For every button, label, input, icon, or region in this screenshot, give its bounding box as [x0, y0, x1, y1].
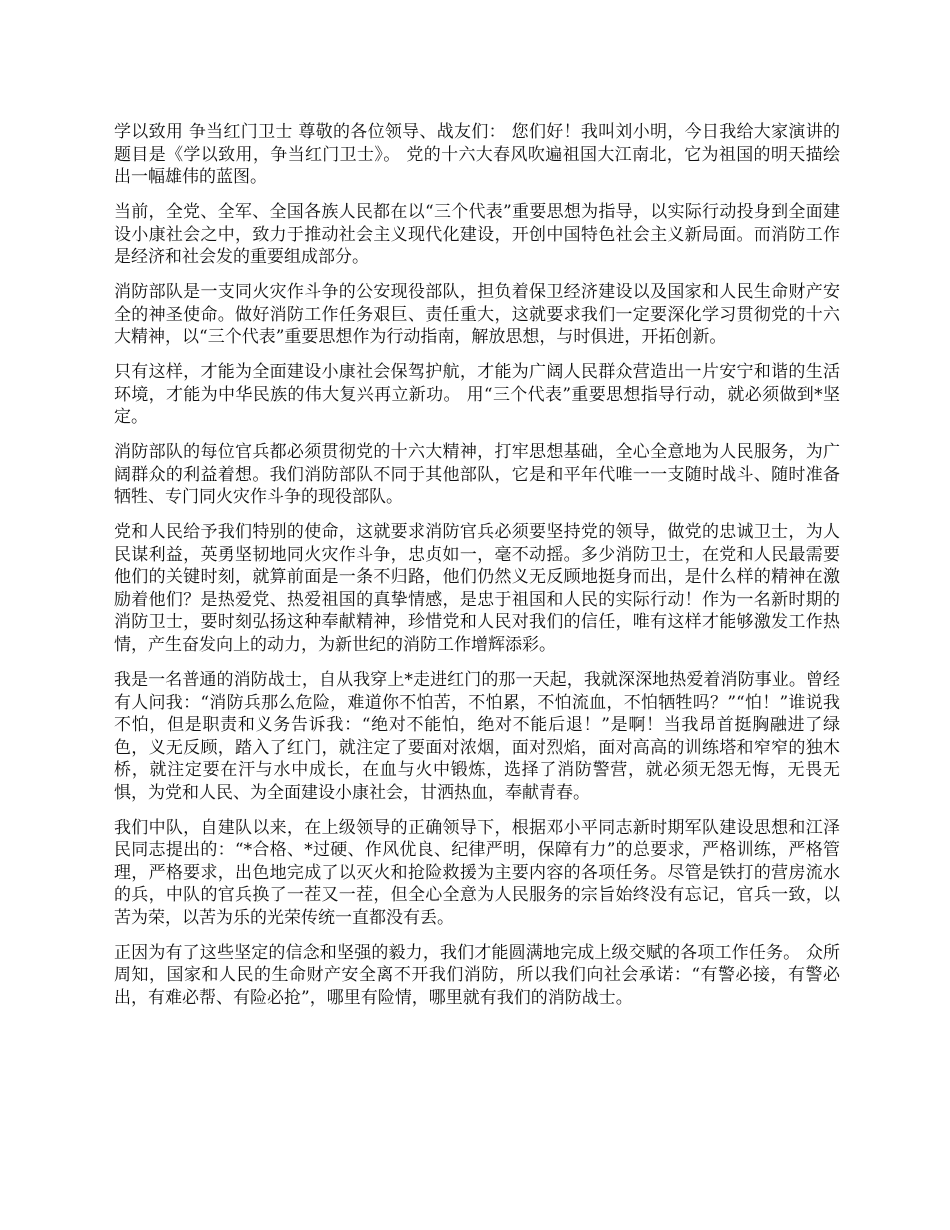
paragraph-special-mission: 党和人民给予我们特别的使命，这就要求消防官兵必须要坚持党的领导，做党的忠诚卫士，为人民谋利益，英勇坚韧地同火灾作斗争，忠贞如一，毫不动摇。多少消防卫士，在党和人民最需要他们的关键时刻，就算前面是一条不归路，他们仍然义无反顾地挺身而出，是什么样的精神在激励着他们？是热爱党、热爱祖国的真挚情感，是忠于祖国和人民的实际行动！作为一名新时期的消防卫士，要时刻弘扬这种奉献精神，珍惜党和人民对我们的信任，唯有这样才能够激发工作热情，产生奋发向上的动力，为新世纪的消防工作增辉添彩。	[114, 522, 840, 655]
paragraph-intro: 学以致用 争当红门卫士 尊敬的各位领导、战友们： 您们好！我叫刘小明，今日我给大家演讲的题目是《学以致用，争当红门卫士》。 党的十六大春风吹遍祖国大江南北，它为祖国的明天描绘出一幅雄伟的蓝图。	[114, 122, 840, 187]
paragraph-firm-belief: 正因为有了这些坚定的信念和坚强的毅力，我们才能圆满地完成上级交赋的各项工作任务。 众所周知，国家和人民的生命财产安全离不开我们消防，所以我们向社会承诺：“有警必接，有警必出，有难必帮、有险必抢”，哪里有险情，哪里就有我们的消防战士。	[114, 942, 840, 1008]
paragraph-only-this-way: 只有这样，才能为全面建设小康社会保驾护航，才能为广阔人民群众营造出一片安宁和谐的生活环境，才能为中华民族的伟大复兴再立新功。 用“三个代表”重要思想指导行动，就必须做到*坚定。	[114, 362, 840, 428]
paragraph-ordinary-soldier: 我是一名普通的消防战士，自从我穿上*走进红门的那一天起，我就深深地热爱着消防事业。曾经有人问我：“消防兵那么危险，难道你不怕苦，不怕累，不怕流血，不怕牺牲吗？”“怕！”谁说我不怕，但是职责和义务告诉我：“绝对不能怕，绝对不能后退！”是啊！当我昂首挺胸融进了绿色，义无反顾，踏入了红门，就注定了要面对浓烟，面对烈焰，面对高高的训练塔和窄窄的独木桥，就注定要在汗与水中成长，在血与火中锻炼，选择了消防警营，就必须无怨无悔，无畏无惧，为党和人民、为全面建设小康社会，甘洒热血，奉献青春。	[114, 670, 840, 803]
paragraph-current-situation: 当前，全党、全军、全国各族人民都在以“三个代表”重要思想为指导，以实际行动投身到全面建设小康社会之中，致力于推动社会主义现代化建设，开创中国特色社会主义新局面。而消防工作是经济和社会发的重要组成部分。	[114, 202, 840, 268]
document-body	[114, 121, 840, 1022]
paragraph-our-squadron: 我们中队，自建队以来，在上级领导的正确领导下，根据邓小平同志新时期军队建设思想和江泽民同志提出的：“*合格、*过硬、作风优良、纪律严明，保障有力”的总要求，严格训练，严格管理，严格要求，出色地完成了以灭火和抢险救援为主要内容的各项任务。尽管是铁打的营房流水的兵，中队的官兵换了一茬又一茬，但全心全意为人民服务的宗旨始终没有忘记，官兵一致，以苦为荣，以苦为乐的光荣传统一直都没有丢。	[114, 817, 840, 928]
paragraph-every-officer: 消防部队的每位官兵都必须贯彻党的十六大精神，打牢思想基础，全心全意地为人民服务，为广阔群众的利益着想。我们消防部队不同于其他部队，它是和平年代唯一一支随时战斗、随时准备牺牲、专门同火灾作斗争的现役部队。	[114, 442, 840, 508]
paragraph-fire-brigade-mission: 消防部队是一支同火灾作斗争的公安现役部队，担负着保卫经济建设以及国家和人民生命财产安全的神圣使命。做好消防工作任务艰巨、责任重大，这就要求我们一定要深化学习贯彻党的十六大精神，以“三个代表”重要思想作为行动指南，解放思想，与时俱进，开拓创新。	[114, 282, 840, 348]
